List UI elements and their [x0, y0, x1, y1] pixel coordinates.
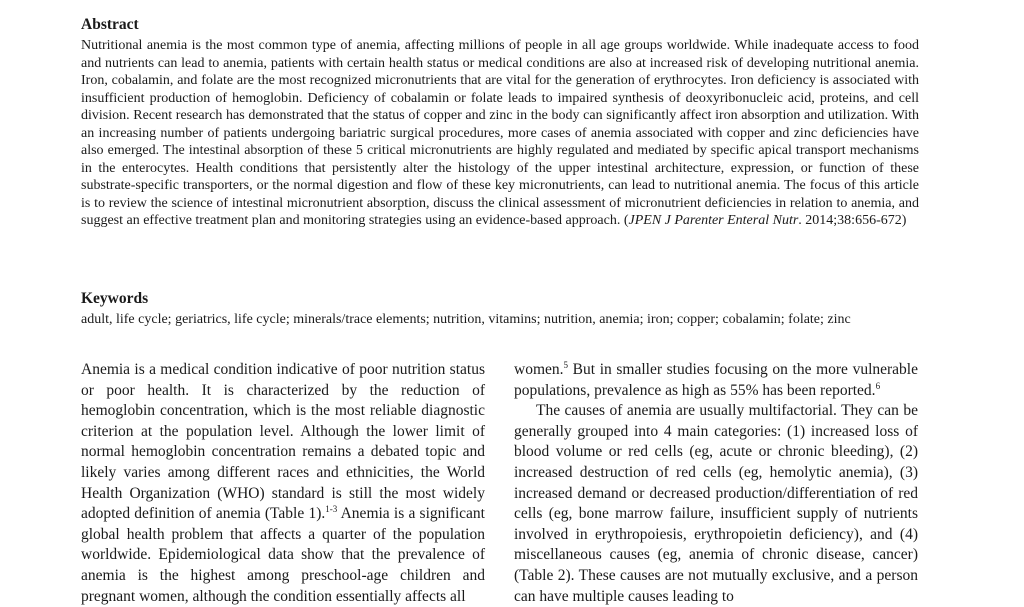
paragraph-text: But in smaller studies focusing on the more vulnerable populations, prevalence as high as 55% has been reported.: [514, 361, 918, 399]
body-paragraph: The causes of anemia are usually multifactorial. They can be generally grouped into 4 main categories: (1) increased loss of blood volume or red cells (eg, acute or chronic bleeding), (2) increased destruction of red cells (eg, hemolytic anemia), (3) increased demand or decreased production/differentiation of red cells (eg, bone marrow failure, insufficient supply of nutrients involved in erythropoiesis, erythropoietin deficiency), and (4) miscellaneous causes (eg, anemia of chronic disease, cancer) (Table 2). These causes are not mutually exclusive, and a person can have multiple causes leading to: [514, 402, 918, 605]
keywords-list: adult, life cycle; geriatrics, life cycle; minerals/trace elements; nutrition, vitamins; nutrition, anemia; iron; copper; cobalamin; folate; zinc: [81, 312, 851, 327]
citation-rest: . 2014;38:656-672): [798, 213, 907, 228]
abstract-heading: Abstract: [81, 16, 139, 33]
keywords-heading: Keywords: [81, 290, 149, 307]
reference-superscript: 6: [875, 380, 881, 391]
abstract-body-text: Nutritional anemia is the most common type of anemia, affecting millions of people in all age groups worldwide. While inadequate access to food and nutrients can lead to anemia, patients with certain health status or medical conditions are also at increased risk of developing nutritional anemia. Iron, cobalamin, and folate are the most recognized micronutrients that are vital for the generation of erythrocytes. Iron deficiency is associated with insufficient production of hemoglobin. Deficiency of cobalamin or folate leads to impaired synthesis of deoxyribonucleic acid, proteins, and cell division. Recent research has demonstrated that the status of copper and zinc in the body can significantly affect iron absorption and utilization. With an increasing number of patients undergoing bariatric surgical procedures, more cases of anemia associated with copper and zinc deficiencies have also emerged. The intestinal absorption of these 5 critical micronutrients are highly regulated and mediated by specific apical transport mechanisms in the enterocytes. Health conditions that persistently alter the histology of the upper intestinal architecture, expression, or function of these substrate-specific transporters, or the normal digestion and flow of these key micronutrients, can lead to nutritional anemia. The focus of this article is to review the science of intestinal micronutrient absorption, discuss the clinical assessment of micronutrient deficiencies in relation to anemia, and suggest an effective treatment plan and monitoring strategies using an evidence-based approach.: [81, 38, 919, 228]
abstract-citation: [620, 213, 906, 228]
body-paragraph: [81, 360, 485, 607]
reference-superscript: 1-3: [325, 504, 338, 515]
citation-open: (: [620, 213, 629, 228]
paragraph-text: Anemia is a medical condition indicative of poor nutrition status or poor health. It is characterized by the reduction of hemoglobin concentration, which is the most reliable diagnostic criterion at the population level. Although the lower limit of normal hemoglobin concentration remains a debated topic and likely varies among different races and ethnicities, the World Health Organization (WHO) standard is still the most widely adopted definition of anemia (Table 1).: [81, 361, 485, 523]
paragraph-text: women.: [514, 361, 564, 378]
body-column-left: [81, 360, 485, 607]
body-column-right: [514, 360, 918, 607]
body-paragraph: [514, 360, 918, 401]
abstract-body: [81, 37, 919, 230]
reference-superscript: 5: [563, 360, 569, 370]
paragraph-text: Anemia is a significant global health problem that affects a quarter of the population worldwide. Epidemiological data show that the prevalence of anemia is the highest among preschool-age children and pregnant women, although the condition essentially affects all: [81, 505, 485, 605]
citation-journal: JPEN J Parenter Enteral Nutr: [628, 213, 799, 228]
